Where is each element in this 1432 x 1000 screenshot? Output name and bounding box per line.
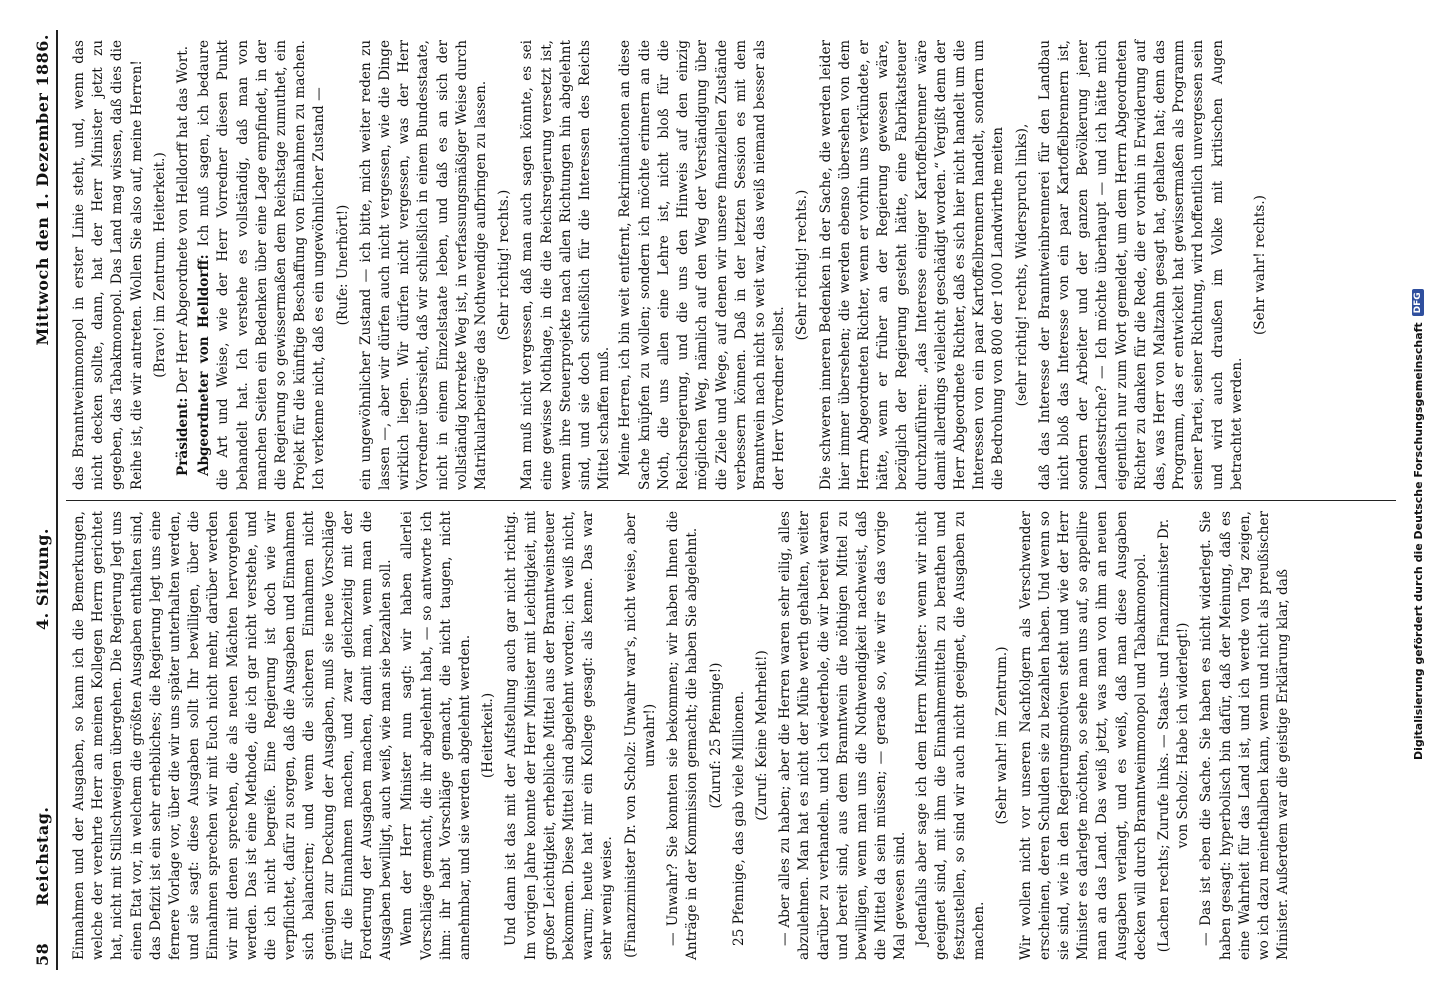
header-publication: Reichstag. [33, 806, 52, 906]
dfg-logo-icon: DFG [1412, 289, 1424, 316]
dfg-margin-note [1406, 0, 1430, 1000]
paragraph: — Aber alles zu haben; aber die Herren waren sehr eilig, alles abzulehnen. Man hat es nicht der Mühe werth gehalten, weiter darüber zu verhandeln. und ich wiederhole, die wir bereit waren und bereit sind, aus dem Branntwein die nöthigen Mittel zu bewilligen, wenn man uns die Nothwendigkeit nachweist, daß die Mittel da sein müssen; — gerade so, wie wir es das vorige Mal gewesen sind. [777, 511, 909, 960]
paragraph: das Branntweinmonopol in erster Linie steht, und, wenn das nicht decken sollte, dann, hat der Herr Minister jetzt zu gegeben, das Tabakmonopol. Das Land mag wissen, daß dies die Reihe ist, die wir antreten. Wollen Sie also auf, meine Herren! [71, 40, 145, 490]
header-date: Mittwoch den 1. Dezember 1886. [33, 34, 52, 346]
interjection: (Finanzminister Dr. von Scholz: Unwahr war's, nicht weise, aber unwahr!) [622, 513, 658, 958]
paragraph: 25 Pfennige, das gab viele Millionen. [730, 690, 747, 946]
paragraph: Wir wollen nicht vor unseren Nachfolgern als Verschwender erscheinen, deren Schulden sie zu bezahlen haben. Und wenn so sie sind, wie in den Regierungsmotiven steht und wie der Herr Minister es darlegte möchten, so sehe man uns auf, so appellire man an das Land. Das weiß jetzt, was man von ihm an neuen Ausgaben verlangt, und es weiß, daß man diese Ausgaben decken will durch Branntweinmonopol und Tabakmonopol. [1017, 511, 1149, 960]
paragraph: — Das ist eben die Sache. Sie haben es nicht widerlegt. Sie haben gesagt: hyperbolisch bin dafür, daß der Meinung, daß es eine Wahrheit für das Land ist, und ich werde von Tag zeigen, wo ich dazu meinethalben kann, wenn und nicht als preußischer Minister. Außerdem war die geistige Erklärung klar, daß [1198, 511, 1292, 960]
interjection: (Sehr richtig! rechts.) [496, 189, 513, 341]
paragraph: ein ungewöhnlicher Zustand — ich bitte, mich weiter reden zu lassen —, aber wir dürfen auch nicht vergessen, wie die Dinge wirklich liegen. Wir dürfen nicht vergessen, was der Herr Vorredner übersieht, daß wir schließlich in einem Bundesstaate, nicht in einem Einzelstaate leben, und daß es an sich der vollständig korrekte Weg ist, in verfassungsmäßiger Weise durch Matrikularbeiträge das Nothwendige aufbringen zu lassen. [357, 40, 490, 490]
paragraph: Und dann ist das mit der Aufstellung auch gar nicht richtig. Im vorigen Jahre konnte der Herr Minister mit Leichtigkeit, mit großer Leichtigkeit, erhebliche Mittel aus der Branntweinsteuer bekommen. Diese Mittel sind abgelehnt worden; ich weiß nicht, warum; heute hat mir ein Kollege gesagt: als kenne. Das war sehr wenig weise. [503, 511, 616, 960]
text-columns [66, 30, 1396, 970]
paragraph: Die schweren inneren Bedenken in der Sache, die werden leider hier immer übersehen; die werden ebenso übersehen von dem Herrn Abgeordneten Richter, wenn er vorhin uns verkündete, er hätte, wenn er früher an der Regierung gewesen wäre, bezüglich der Regierung gesteht hätte, eine Fabrikatsteuer durchzuführen: „das Interesse einiger Kartoffelbrenner wäre damit allerdings vielleicht geschädigt worden.“ Vergißt denn der Herr Abgeordnete Richter, daß es sich hier nicht handelt um die Interessen von ein paar Kartoffelbrennern handelt, sondern um die Bedrohung von 800 der 1000 Landwirthe meiten [817, 40, 1007, 490]
right-column [66, 30, 1396, 500]
paragraph: — Unwahr? Sie konnten sie bekommen; wir haben Ihnen die Anträge in der Kommission gemacht; die haben Sie abgelehnt. [665, 511, 701, 960]
interjection: (Bravo! im Zentrum. Heiterkeit.) [151, 152, 168, 378]
dfg-note [1408, 20, 1428, 760]
page-header [18, 30, 58, 970]
interjection: (Sehr wahr! rechts.) [1251, 195, 1268, 335]
paragraph: Einnahmen und der Ausgaben, so kann ich die Bemerkungen, welche der verehrte Herr an meinen Kollegen Herrn gerichtet hat, nicht mit Stillschweigen übergehen. Die Regierung legt uns einen Etat vor, in welchem die größten Ausgaben enthalten sind, das Defizit ist ein sehr erhebliches; die Regierung legt uns eine fernere Vorlage vor, über die wir uns später unterhalten werden, und sie sagt: diese Ausgaben sollt Ihr bewilligen, über die Einnahmen sprechen wir mit Euch nicht mehr, darüber werden wir mit denen sprechen, die als neuen Mächten hervorgehen werden. Das ist eine Methode, die ich gar nicht verstehe, und die ich nicht begreife. Eine Regierung ist doch wie wir verpflichtet, dafür zu sorgen, daß die Ausgaben und Einnahmen sich balanciren; und wenn die sicheren Einnahmen nicht genügen zur Deckung der Ausgaben, muß sie neue Vorschläge für die Einnahmen machen, und zwar gleichzeitig mit der Forderung der Ausgaben machen, damit man, wenn man die Ausgaben bewilligt, auch weiß, wie man sie bezahlen soll. [71, 511, 395, 960]
interjection: (Heiterkeit.) [480, 692, 497, 779]
paragraph: Wenn der Herr Minister nun sagt: wir haben allerlei Vorschläge gemacht, die ihr abgelehnt habt, — so antworte ich ihm: ihr habt Vorschläge gemacht, die nicht taugen, nicht annehmbar, und sie werden abgelehnt werden. [399, 511, 474, 960]
interjection: (sehr richtig! rechts, Widerspruch links), [1013, 123, 1030, 407]
interjection: (Zuruf: Keine Mehrheit!) [753, 650, 770, 821]
header-session: 4. Sitzung. [33, 528, 52, 630]
rotated-page-content [18, 30, 1408, 970]
paragraph: daß das Interesse der Branntweinbrennerei für den Landbau nicht bloß das Interesse von ein paar Kartoffelbrennern ist, sondern der Arbeiter und der ganzen Bevölkerung jener Landesstriche? — Ich möchte überhaupt — und ich hätte mich eigentlich nur zum Wort gemeldet, um dem Herrn Abgeordneten Richter zu danken für die Rede, die er vorhin in Erwiderung auf das, was Herr von Maltzahn gesagt hat, gehalten hat; denn das Programm, das er entwickelt hat gewissermaßen als Programm seiner Partei, seiner Richtung, wird hoffentlich unvergessen sein und wird auch draußen im Volke mit kritischen Augen betrachtet werden. [1036, 40, 1245, 490]
interjection: (Sehr wahr! im Zentrum.) [994, 646, 1011, 825]
speaker-name: Abgeordneter von Helldorff: [196, 254, 213, 476]
interjection: (Rufe: Unerhört!) [334, 204, 351, 326]
interjection: (Zuruf: 25 Pfennige!) [707, 662, 724, 809]
left-column [66, 500, 1396, 970]
paragraph: Abgeordneter von Helldorff: Ich muß sagen, ich bedaure die Art und Weise, wie der Herr Vorredner diesen Punkt behandelt hat. Ich verstehe es vollständig, daß man von manchen Seiten ein Bedenken über eine Lage empfindet, in der die Regierung so gewissermaßen dem Reichstage zumuthet, ein Projekt für die künftige Beschaffung von Einnahmen zu machen. Ich verkenne nicht, daß es ein ungewöhnlicher Zustand — [196, 39, 328, 490]
speaker-name: Präsident: [175, 397, 192, 476]
interjection: (Lachen rechts; Zurufe links. — Staats- und Finanzminister Dr. von Scholz: Habe ich widerlegt!) [1155, 518, 1192, 953]
paragraph: Meine Herren, ich bin weit entfernt, Rekriminationen an diese Sache knüpfen zu wollen; sondern ich möchte erinnern an die Noth, die uns allen eine Lehre ist, nicht bloß für die Reichsregierung, und die uns den Hinweis auf den einzig möglichen Weg, nämlich auf den Weg der Verständigung über die Ziele und Wege, auf denen wir unsere finanziellen Zustände verbessern können. Daß in der letzten Session es mit dem Branntwein nach nicht so weit war, das weiß niemand besser als der Herr Vorredner selbst. [617, 40, 788, 490]
page-number: 58 [33, 942, 52, 966]
interjection: (Sehr richtig! rechts.) [794, 189, 811, 341]
paragraph: Jedenfalls aber sage ich dem Herrn Minister: wenn wir nicht geeignet sind, mit ihm die Einnahmemitteln zu berathen und festzustellen, so sind wir auch nicht geeignet, die Ausgaben zu machen. [913, 511, 988, 960]
paragraph: Man muß nicht vergessen, daß man auch sagen könnte, es sei eine gewisse Nothlage, in die die Reichsregierung versetzt ist, wenn ihre Steuerprojekte nach allen Richtungen hin abgelehnt sind, und sie doch schließlich für die Interessen des Reichs Mittel schaffen muß. [519, 40, 613, 490]
dfg-note-text: Digitalisierung gefördert durch die Deutsche Forschungsgemeinschaft [1411, 322, 1425, 760]
paragraph: Präsident: Der Herr Abgeordnete von Helldorff hat das Wort. [175, 45, 192, 476]
